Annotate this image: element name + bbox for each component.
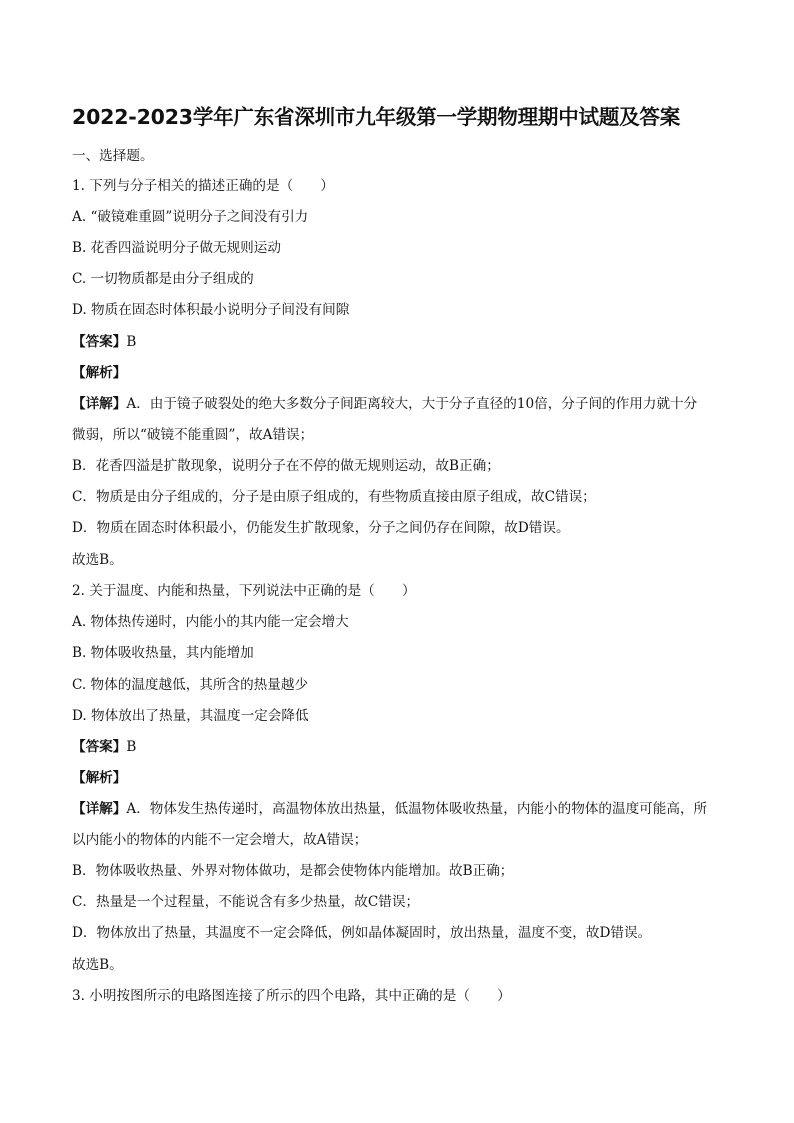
q1-answer (72, 332, 728, 352)
q1-detail-b: B．花香四溢是扩散现象，说明分子在不停的做无规则运动，故B正确； (72, 458, 500, 474)
q2-option-d: D. 物体放出了热量，其温度一定会降低 (72, 708, 309, 724)
q2-detail-a (72, 799, 728, 819)
q2-analysis-label: 【解析】 (72, 770, 127, 786)
q2-option-c: C. 物体的温度越低，其所含的热量越少 (72, 677, 309, 693)
q1-option-b: B. 花香四溢说明分子做无规则运动 (72, 240, 281, 256)
q2-detail-label: 【详解】 (72, 801, 127, 817)
q2-answer (72, 737, 728, 757)
q1-detail-c: C．物质是由分子组成的，分子是由原子组成的，有些物质直接由原子组成，故C错误； (72, 489, 596, 505)
q2-answer-label: 【答案】 (72, 739, 127, 755)
q2-detail-a-text: A．物体发生热传递时，高温物体放出热量，低温物体吸收热量，内能小的物体的温度可能高，所 (126, 801, 708, 817)
q1-detail-a (72, 394, 728, 414)
q2-option-a: A. 物体热传递时，内能小的其内能一定会增大 (72, 614, 349, 630)
q1-stem: 1. 下列与分子相关的描述正确的是（ ） (72, 178, 334, 194)
q1-detail-a-text: A．由于镜子破裂处的绝大多数分子间距离较大，大于分子直径的10倍，分子间的作用力就十分 (126, 396, 698, 412)
q2-answer-value: B (126, 739, 137, 755)
q1-option-d: D. 物质在固态时体积最小说明分子间没有间隙 (72, 302, 350, 318)
q1-option-a: A. “破镜难重圆”说明分子之间没有引力 (72, 209, 309, 225)
page-title: 2022-2023学年广东省深圳市九年级第一学期物理期中试题及答案 (72, 105, 681, 129)
q2-detail-b: B．物体吸收热量、外界对物体做功，是都会使物体内能增加。故B正确； (72, 863, 514, 879)
q1-conclusion: 故选B。 (72, 552, 123, 568)
q2-option-b: B. 物体吸收热量，其内能增加 (72, 645, 254, 661)
q1-detail-label: 【详解】 (72, 396, 127, 412)
q1-detail-d: D．物质在固态时体积最小，仍能发生扩散现象，分子之间仍存在间隙，故D错误。 (72, 520, 570, 536)
q1-detail-a-cont: 微弱，所以“破镜不能重圆”，故A错误； (72, 427, 314, 443)
q1-option-c: C. 一切物质都是由分子组成的 (72, 271, 254, 287)
section-heading: 一、选择题。 (72, 148, 154, 164)
q1-answer-label: 【答案】 (72, 334, 127, 350)
q2-stem: 2. 关于温度、内能和热量，下列说法中正确的是（ ） (72, 583, 416, 599)
q2-detail-c: C．热量是一个过程量，不能说含有多少热量，故C错误； (72, 894, 420, 910)
q2-detail-a-cont: 以内能小的物体的内能不一定会增大，故A错误； (72, 832, 368, 848)
q3-stem: 3. 小明按图所示的电路图连接了所示的四个电路，其中正确的是（ ） (72, 988, 511, 1004)
q2-detail-d: D．物体放出了热量，其温度不一定会降低，例如晶体凝固时，放出热量，温度不变，故D错误。 (72, 925, 652, 941)
q1-answer-value: B (126, 334, 137, 350)
q1-analysis-label: 【解析】 (72, 365, 127, 381)
q2-conclusion: 故选B。 (72, 957, 123, 973)
